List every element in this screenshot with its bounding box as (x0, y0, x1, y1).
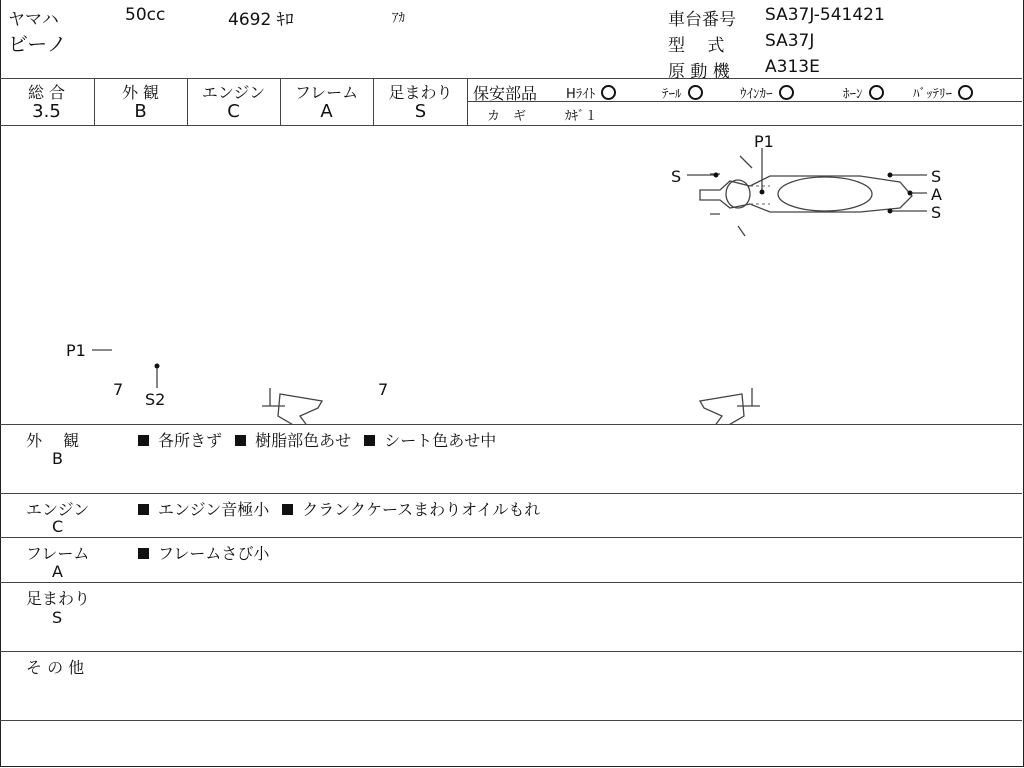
pointer-dot (908, 191, 913, 196)
label-p1-top: P1 (754, 132, 774, 151)
pointer-dot (888, 209, 893, 214)
grade-frame-value: A (320, 101, 333, 122)
pointer-dot (155, 364, 160, 369)
divider (467, 78, 468, 125)
engine-label: 原 動 機 (668, 62, 730, 82)
note-label: 外 観 (26, 431, 80, 450)
grade-frame-label: フレーム (294, 83, 359, 102)
grade-suspension-label: 足まわり (388, 83, 453, 102)
safety-item-name: ﾃｰﾙ (662, 87, 682, 102)
note-item: エンジン音極小 (158, 500, 270, 519)
label-7-right: 7 (378, 380, 389, 399)
note-items (138, 497, 540, 520)
ok-circle-icon (688, 85, 703, 100)
scooter-diagram (0, 126, 1022, 424)
scooter-right-view (648, 388, 918, 424)
label-s-top-left: S (671, 167, 682, 186)
safety-item-name: ﾊﾞｯﾃﾘｰ (913, 87, 952, 102)
safety-item-name: ﾎｰﾝ (843, 87, 863, 102)
note-grade: C (52, 517, 64, 536)
grade-engine-value: C (227, 101, 240, 122)
note-label: フレーム (26, 544, 90, 563)
note-label: 足まわり (26, 589, 91, 608)
note-item: 樹脂部色あせ (255, 431, 352, 450)
model-name: ビーノ (8, 32, 67, 56)
label-s-top-right-lower: S (931, 203, 942, 222)
safety-item-name: ｳｲﾝｶｰ (740, 87, 773, 102)
grade-engine-label: エンジン (201, 83, 266, 102)
pointer-dot (760, 190, 765, 195)
label-s-top-right: S (931, 167, 942, 186)
note-grade: S (52, 608, 63, 627)
key-value: ｶｷﾞ１ (565, 109, 598, 124)
bullet-icon (138, 548, 149, 559)
note-item: 各所きず (158, 431, 223, 450)
grade-exterior-label: 外 観 (121, 83, 160, 102)
pointer-dot (714, 173, 719, 178)
safety-item-horn (843, 83, 884, 102)
color: ｱｶ (392, 11, 405, 26)
grade-exterior-value: B (134, 101, 147, 122)
displacement: 50cc (125, 5, 166, 25)
key-label: カ ギ (487, 109, 527, 124)
note-item: クランクケースまわりオイルもれ (302, 500, 541, 519)
note-label: エンジン (26, 500, 90, 519)
ok-circle-icon (958, 85, 973, 100)
safety-item-battery (913, 83, 973, 102)
label-s2: S2 (145, 390, 166, 409)
scooter-top-view (700, 156, 912, 236)
note-items (138, 541, 269, 564)
bullet-icon (235, 435, 246, 446)
type-label: 型 式 (668, 36, 725, 56)
safety-parts-label: 保安部品 (473, 84, 538, 103)
note-label: そ の 他 (26, 658, 85, 677)
bullet-icon (364, 435, 375, 446)
divider (0, 651, 1022, 652)
mileage: 4692 ｷﾛ (228, 10, 294, 30)
bullet-icon (282, 504, 293, 515)
ok-circle-icon (869, 85, 884, 100)
note-item: フレームさび小 (158, 544, 270, 563)
safety-item-headlight (566, 83, 616, 102)
divider (0, 720, 1022, 721)
note-item: シート色あせ中 (384, 431, 497, 450)
divider (0, 78, 1022, 79)
divider (0, 493, 1022, 494)
note-grade: B (52, 449, 63, 468)
divider (0, 582, 1022, 583)
maker: ヤマハ (8, 10, 59, 30)
grade-suspension-value: S (414, 101, 427, 122)
label-p1-left: P1 (66, 341, 86, 360)
divider (0, 537, 1022, 538)
pointer-dot (888, 173, 893, 178)
type-value: SA37J (765, 31, 815, 51)
engine-value: A313E (765, 57, 820, 77)
label-a-top-right: A (931, 185, 942, 204)
bullet-icon (138, 504, 149, 515)
grade-overall-value: 3.5 (32, 101, 61, 122)
safety-item-name: Hﾗｲﾄ (566, 87, 596, 102)
bullet-icon (138, 435, 149, 446)
note-items (138, 428, 496, 451)
note-grade: A (52, 562, 63, 581)
ok-circle-icon (601, 85, 616, 100)
safety-item-winker (740, 83, 794, 102)
safety-item-tail (662, 83, 703, 102)
frame-no-label: 車台番号 (668, 10, 736, 30)
ok-circle-icon (779, 85, 794, 100)
grade-overall-label: 総 合 (27, 83, 66, 102)
divider (0, 424, 1022, 425)
label-7-left: 7 (113, 380, 124, 399)
frame-no: SA37J-541421 (765, 5, 885, 25)
